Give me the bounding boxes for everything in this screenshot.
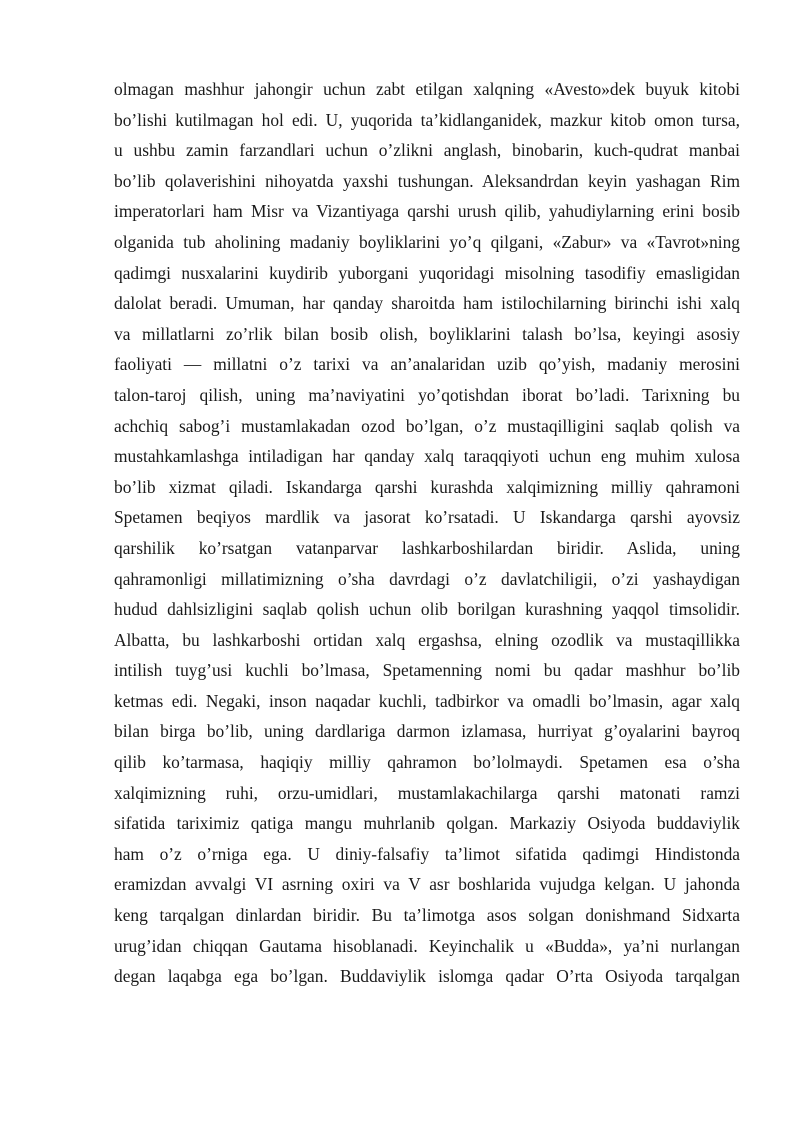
text-line: hudud dahlsizligini saqlab qolish uchun olib borilgan kurashning yaqqol timsolidir. bbox=[114, 599, 740, 620]
text-line: bo’lib xizmat qiladi. Iskandarga qarshi kurashda xalqimizning milliy qahramoni bbox=[114, 476, 740, 497]
text-line: mustahkamlashga intiladigan har qanday xalq taraqqiyoti uchun eng muhim xulosa bbox=[114, 446, 740, 467]
text-line: dalolat beradi. Umuman, har qanday sharoitda ham istilochilarning birinchi ishi xalq bbox=[114, 293, 740, 314]
text-line: Spetamen beqiyos mardlik va jasorat ko’rsatadi. U Iskandarga qarshi ayovsiz bbox=[114, 507, 740, 528]
text-line: va millatlarni zo’rlik bilan bosib olish, boyliklarini talash bo’lsa, keyingi asosiy bbox=[114, 323, 740, 344]
text-line: Albatta, bu lashkarboshi ortidan xalq ergashsa, elning ozodlik va mustaqillikka bbox=[114, 629, 740, 650]
text-line: faoliyati — millatni o’z tarixi va an’analaridan uzib qo’yish, madaniy merosini bbox=[114, 354, 740, 375]
text-line: urug’idan chiqqan Gautama hisoblanadi. Keyinchalik u «Budda», ya’ni nurlangan bbox=[114, 935, 740, 956]
body-text bbox=[114, 74, 740, 992]
text-line: u ushbu zamin farzandlari uchun o’zlikni anglash, binobarin, kuch-qudrat manbai bbox=[114, 140, 740, 161]
text-line: degan laqabga ega bo’lgan. Buddaviylik islomga qadar O’rta Osiyoda tarqalgan bbox=[114, 966, 740, 987]
text-line: xalqimizning ruhi, orzu-umidlari, mustamlakachilarga qarshi matonati ramzi bbox=[114, 782, 740, 803]
text-line: achchiq sabog’i mustamlakadan ozod bo’lgan, o’z mustaqilligini saqlab qolish va bbox=[114, 415, 740, 436]
text-line: qahramonligi millatimizning o’sha davrdagi o’z davlatchiligii, o’zi yashaydigan bbox=[114, 568, 740, 589]
text-line: ham o’z o’rniga ega. U diniy-falsafiy ta’limot sifatida qadimgi Hindistonda bbox=[114, 843, 740, 864]
text-line: qarshilik ko’rsatgan vatanparvar lashkarboshilardan biridir. Aslida, uning bbox=[114, 537, 740, 558]
text-line: bo’lib qolaverishini nihoyatda yaxshi tushungan. Aleksandrdan keyin yashagan Rim bbox=[114, 170, 740, 191]
text-line: imperatorlari ham Misr va Vizantiyaga qarshi urush qilib, yahudiylarning erini bosib bbox=[114, 201, 740, 222]
text-line: keng tarqalgan dinlardan biridir. Bu ta’limotga asos solgan donishmand Sidxarta bbox=[114, 905, 740, 926]
text-line: ketmas edi. Negaki, inson naqadar kuchli, tadbirkor va omadli bo’lmasin, agar xalq bbox=[114, 690, 740, 711]
text-line: sifatida tariximiz qatiga mangu muhrlanib qolgan. Markaziy Osiyoda buddaviylik bbox=[114, 813, 740, 834]
text-line: bilan birga bo’lib, uning dardlariga darmon izlamasa, hurriyat g’oyalarini bayroq bbox=[114, 721, 740, 742]
text-line: olganida tub aholining madaniy boyliklarini yo’q qilgani, «Zabur» va «Tavrot»ning bbox=[114, 231, 740, 252]
text-line: qilib ko’tarmasa, haqiqiy milliy qahramon bo’lolmaydi. Spetamen esa o’sha bbox=[114, 752, 740, 773]
text-line: talon-taroj qilish, uning ma’naviyatini yo’qotishdan iborat bo’ladi. Tarixning bu bbox=[114, 384, 740, 405]
text-line: olmagan mashhur jahongir uchun zabt etilgan xalqning «Avesto»dek buyuk kitobi bbox=[114, 79, 740, 99]
text-line: intilish tuyg’usi kuchli bo’lmasa, Spetamenning nomi bu qadar mashhur bo’lib bbox=[114, 660, 740, 681]
text-line: bo’lishi kutilmagan hol edi. U, yuqorida ta’kidlanganidek, mazkur kitob omon tursa, bbox=[114, 109, 740, 130]
text-line: eramizdan avvalgi VI asrning oxiri va V asr boshlarida vujudga kelgan. U jahonda bbox=[114, 874, 740, 895]
text-line: qadimgi nusxalarini kuydirib yuborgani yuqoridagi misolning tasodifiy emasligidan bbox=[114, 262, 740, 283]
